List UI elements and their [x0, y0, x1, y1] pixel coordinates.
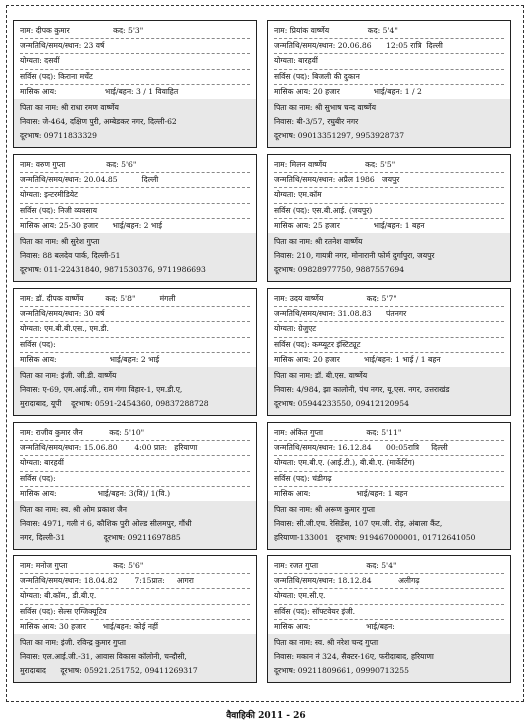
profile-detail-line: मासिक आय: भाई/बहन: 3(वि)/ 1(वि.)	[20, 488, 171, 498]
profile-detail-line: मासिक आय: 25 हजार भाई/बहन: 1 बहन	[274, 220, 425, 230]
profile-detail-line: सर्विस (पद): चंडीगढ़	[274, 472, 504, 487]
profile-detail-line: जन्मतिथि/समय/स्थान: 30 वर्ष	[20, 307, 250, 322]
family-detail-line: दूरभाष: 09211809661, 09990713255	[274, 666, 409, 676]
family-details	[268, 99, 510, 147]
profile-detail-line: नाम: राजीव कुमार जैन कद: 5'10"	[20, 426, 250, 441]
profile-detail-line: नाम: वरुण गुप्ता कद: 5'6"	[20, 158, 250, 173]
profile-detail-line: योग्यता: एम.बी.ए. (आई.टी.), बी.बी.ए. (मार्केटिंग)	[274, 456, 504, 471]
profile-detail-line: मासिक आय: 25-30 हजार भाई/बहन: 2 भाई	[20, 220, 162, 230]
profile-card	[267, 20, 511, 148]
profile-detail-line: नाम: दीपक कुमार कद: 5'3"	[20, 24, 250, 39]
profile-detail-line: नाम: प्रियांक वार्ष्णेय कद: 5'4"	[274, 24, 504, 39]
profile-details	[268, 155, 510, 233]
profile-detail-line: योग्यता: बारहवीं	[274, 54, 504, 69]
family-detail-line: पिता का नाम: श्री सुरेश गुप्ता	[20, 237, 100, 247]
profile-detail-line: योग्यता: बी.कॉम., डी.बी.ए.	[20, 589, 250, 604]
profile-details	[14, 289, 256, 367]
family-detail-line: निवास: 88 बलदेव पार्क, दिल्ली-51	[20, 251, 121, 261]
profile-detail-line: सर्विस (पद): बिजली की दुकान	[274, 70, 504, 85]
page-footer: वैवाहिकी 2011 - 26	[226, 711, 306, 721]
profile-detail-line: जन्मतिथि/समय/स्थान: अप्रैल 1986 जयपुर	[274, 173, 504, 188]
family-detail-line: निवास: एल.आई.जी.-31, आवास विकास कॉलोनी, चन्दौसी,	[20, 652, 187, 662]
profile-detail-line: जन्मतिथि/समय/स्थान: 23 वर्ष	[20, 39, 250, 54]
family-detail-line: निवास: मकान नं 324, सैक्टर-16ए, फरीदाबाद, हरियाणा	[274, 652, 434, 662]
profile-details	[14, 556, 256, 634]
profile-card	[267, 288, 511, 416]
profile-detail-line: नाम: डॉ. दीपक वार्ष्णेय कद: 5'8" मंगली	[20, 292, 250, 307]
profile-detail-line: मासिक आय: भाई/बहन: 2 भाई	[20, 354, 160, 364]
profile-detail-line: मासिक आय: भाई/बहन: 1 बहन	[274, 488, 408, 498]
profile-detail-line: सर्विस (पद):	[20, 472, 250, 487]
profile-card	[13, 288, 257, 416]
profile-detail-line: योग्यता: एम.कॉम	[274, 188, 504, 203]
profile-detail-line: नाम: उदय वार्ष्णेय कद: 5'7"	[274, 292, 504, 307]
profile-detail-line: सर्विस (पद): किराना मर्चेंट	[20, 70, 250, 85]
profile-card	[267, 555, 511, 683]
family-detail-line: निवास: 4/984, झा कालोनी, पंथ नगर, यू.एस. नगर, उत्तराखंड	[274, 385, 450, 395]
profile-card	[13, 154, 257, 282]
family-details	[268, 501, 510, 549]
family-detail-line: निवास: बी-3/57, रघुबीर नगर	[274, 117, 359, 127]
family-details	[268, 233, 510, 281]
family-detail-line: पिता का नाम: स्व. श्री ओम प्रकाश जैन	[20, 505, 127, 515]
family-detail-line: पिता का नाम: इंजी. रविन्द्र कुमार गुप्ता	[20, 638, 126, 648]
family-detail-line: निवास: जे-464, दक्षिण पुरी, अम्बेडकर नगर, दिल्ली-62	[20, 117, 177, 127]
profile-detail-line: योग्यता: दसवीं	[20, 54, 250, 69]
profile-detail-line: योग्यता: इन्टरमीडियेट	[20, 188, 250, 203]
family-detail-line: दूरभाष: 05944233550, 09412120954	[274, 399, 409, 409]
family-detail-line: निवास: ए-69, एम.आई.जी., राम गंगा विहार-1, एम.डी.ए,	[20, 385, 183, 395]
profile-detail-line: योग्यता: ग्रेजुएट	[274, 322, 504, 337]
profile-detail-line: नाम: मिलन वार्ष्णेय कद: 5'5"	[274, 158, 504, 173]
family-detail-line: पिता का नाम: स्व. श्री नरेश चन्द गुप्ता	[274, 638, 379, 648]
family-detail-line: निवास: सी.जी.एच. रेसिडेंस, 107 एम.जी. रोड़, अंबाला कैंट,	[274, 519, 443, 529]
profile-detail-line: मासिक आय: 30 हजार भाई/बहन: कोई नहीं	[20, 621, 159, 631]
family-detail-line: नगर, दिल्ली-31 दूरभाष: 09211697885	[20, 533, 181, 543]
profile-detail-line: नाम: रजत गुप्ता कद: 5'4"	[274, 559, 504, 574]
family-details	[14, 367, 256, 415]
profile-detail-line: सर्विस (पद): सेल्स एग्जिक्यूटिव	[20, 605, 250, 620]
family-details	[268, 634, 510, 682]
profile-detail-line: सर्विस (पद): एस.बी.आई. (जयपुर)	[274, 204, 504, 219]
profile-detail-line: मासिक आय: भाई/बहन:	[274, 621, 395, 631]
profile-detail-line: मासिक आय: भाई/बहन: 3 / 1 विवाहित	[20, 86, 179, 96]
profile-card	[13, 422, 257, 550]
profile-detail-line: सर्विस (पद): कम्प्यूटर इंस्टिट्यूट	[274, 338, 504, 353]
profile-detail-line: जन्मतिथि/समय/स्थान: 31.08.83 पंतनगर	[274, 307, 504, 322]
family-details	[14, 501, 256, 549]
profile-details	[14, 155, 256, 233]
profile-detail-line: जन्मतिथि/समय/स्थान: 18.12.84 अलीगढ़	[274, 574, 504, 589]
profile-detail-line: जन्मतिथि/समय/स्थान: 18.04.82 7:15प्रात: आगरा	[20, 574, 250, 589]
profile-details	[268, 423, 510, 501]
profile-detail-line: योग्यता: बारहवीं	[20, 456, 250, 471]
family-detail-line: दूरभाष: 09013351297, 9953928737	[274, 131, 405, 141]
family-detail-line: निवास: 210, गायत्री नगर, मोनारानी फोर्म दुर्गापुरा, जयपुर	[274, 251, 435, 261]
profile-detail-line: जन्मतिथि/समय/स्थान: 20.04.85 दिल्ली	[20, 173, 250, 188]
profile-detail-line: सर्विस (पद):	[20, 338, 250, 353]
profile-details	[14, 423, 256, 501]
family-details	[14, 99, 256, 147]
family-detail-line: पिता का नाम: श्री रतनेश वार्ष्णेय	[274, 237, 363, 247]
family-detail-line: पिता का नाम: श्री राधा रमण वार्ष्णेय	[20, 103, 119, 113]
profile-card	[267, 154, 511, 282]
profile-details	[268, 289, 510, 367]
family-detail-line: दूरभाष: 09711833329	[20, 131, 97, 141]
profile-detail-line: जन्मतिथि/समय/स्थान: 20.06.86 12:05 रात्रि दिल्ली	[274, 39, 504, 54]
family-detail-line: दूरभाष: 011-22431840, 9871530376, 9711986693	[20, 265, 206, 275]
profile-details	[268, 21, 510, 99]
family-details	[14, 634, 256, 682]
profile-detail-line: नाम: मनोज गुप्ता कद: 5'6"	[20, 559, 250, 574]
profile-card	[267, 422, 511, 550]
profile-detail-line: नाम: अंकित गुप्ता कद: 5'11"	[274, 426, 504, 441]
family-detail-line: पिता का नाम: इंजी. जी.डी. वार्ष्णेय	[20, 371, 117, 381]
profile-details	[268, 556, 510, 634]
profile-detail-line: योग्यता: एम.सी.ए.	[274, 589, 504, 604]
profile-detail-line: मासिक आय: 20 हजार भाई/बहन: 1 भाई / 1 बहन	[274, 354, 441, 364]
family-details	[14, 233, 256, 281]
family-detail-line: पिता का नाम: श्री सुभाष चन्द वार्ष्णेय	[274, 103, 377, 113]
family-detail-line: मुरादाबाद दूरभाष: 05921.251752, 09411269317	[20, 666, 198, 676]
profile-card	[13, 555, 257, 683]
family-detail-line: पिता का नाम: डॉ. बी.एस. वार्ष्णेय	[274, 371, 368, 381]
profile-detail-line: जन्मतिथि/समय/स्थान: 16.12.84 00:05रात्रि दिल्ली	[274, 441, 504, 456]
family-detail-line: निवास: 4971, गली नं 6, कौशिक पुरी ओल्ड सीलमपुर, गौंधी	[20, 519, 192, 529]
family-details	[268, 367, 510, 415]
profile-detail-line: योग्यता: एम.बी.बी.एस., एम.डी.	[20, 322, 250, 337]
profile-detail-line: सर्विस (पद): सॉफ्टवेयर इंजी.	[274, 605, 504, 620]
profile-card	[13, 20, 257, 148]
profile-detail-line: मासिक आय: 20 हजार भाई/बहन: 1 / 2	[274, 86, 422, 96]
family-detail-line: हरियाणा-133001 दूरभाष: 919467000001, 01712641050	[274, 533, 476, 543]
profile-details	[14, 21, 256, 99]
family-detail-line: मुरादाबाद, यूपी दूरभाष: 0591-2454360, 09837288728	[20, 399, 209, 409]
family-detail-line: दूरभाष: 09828977750, 9887557694	[274, 265, 405, 275]
profile-detail-line: सर्विस (पद): निजी व्यवसाय	[20, 204, 250, 219]
family-detail-line: पिता का नाम: श्री अरूण कुमार गुप्ता	[274, 505, 376, 515]
profile-detail-line: जन्मतिथि/समय/स्थान: 15.06.80 4:00 प्रात: हरियाणा	[20, 441, 250, 456]
